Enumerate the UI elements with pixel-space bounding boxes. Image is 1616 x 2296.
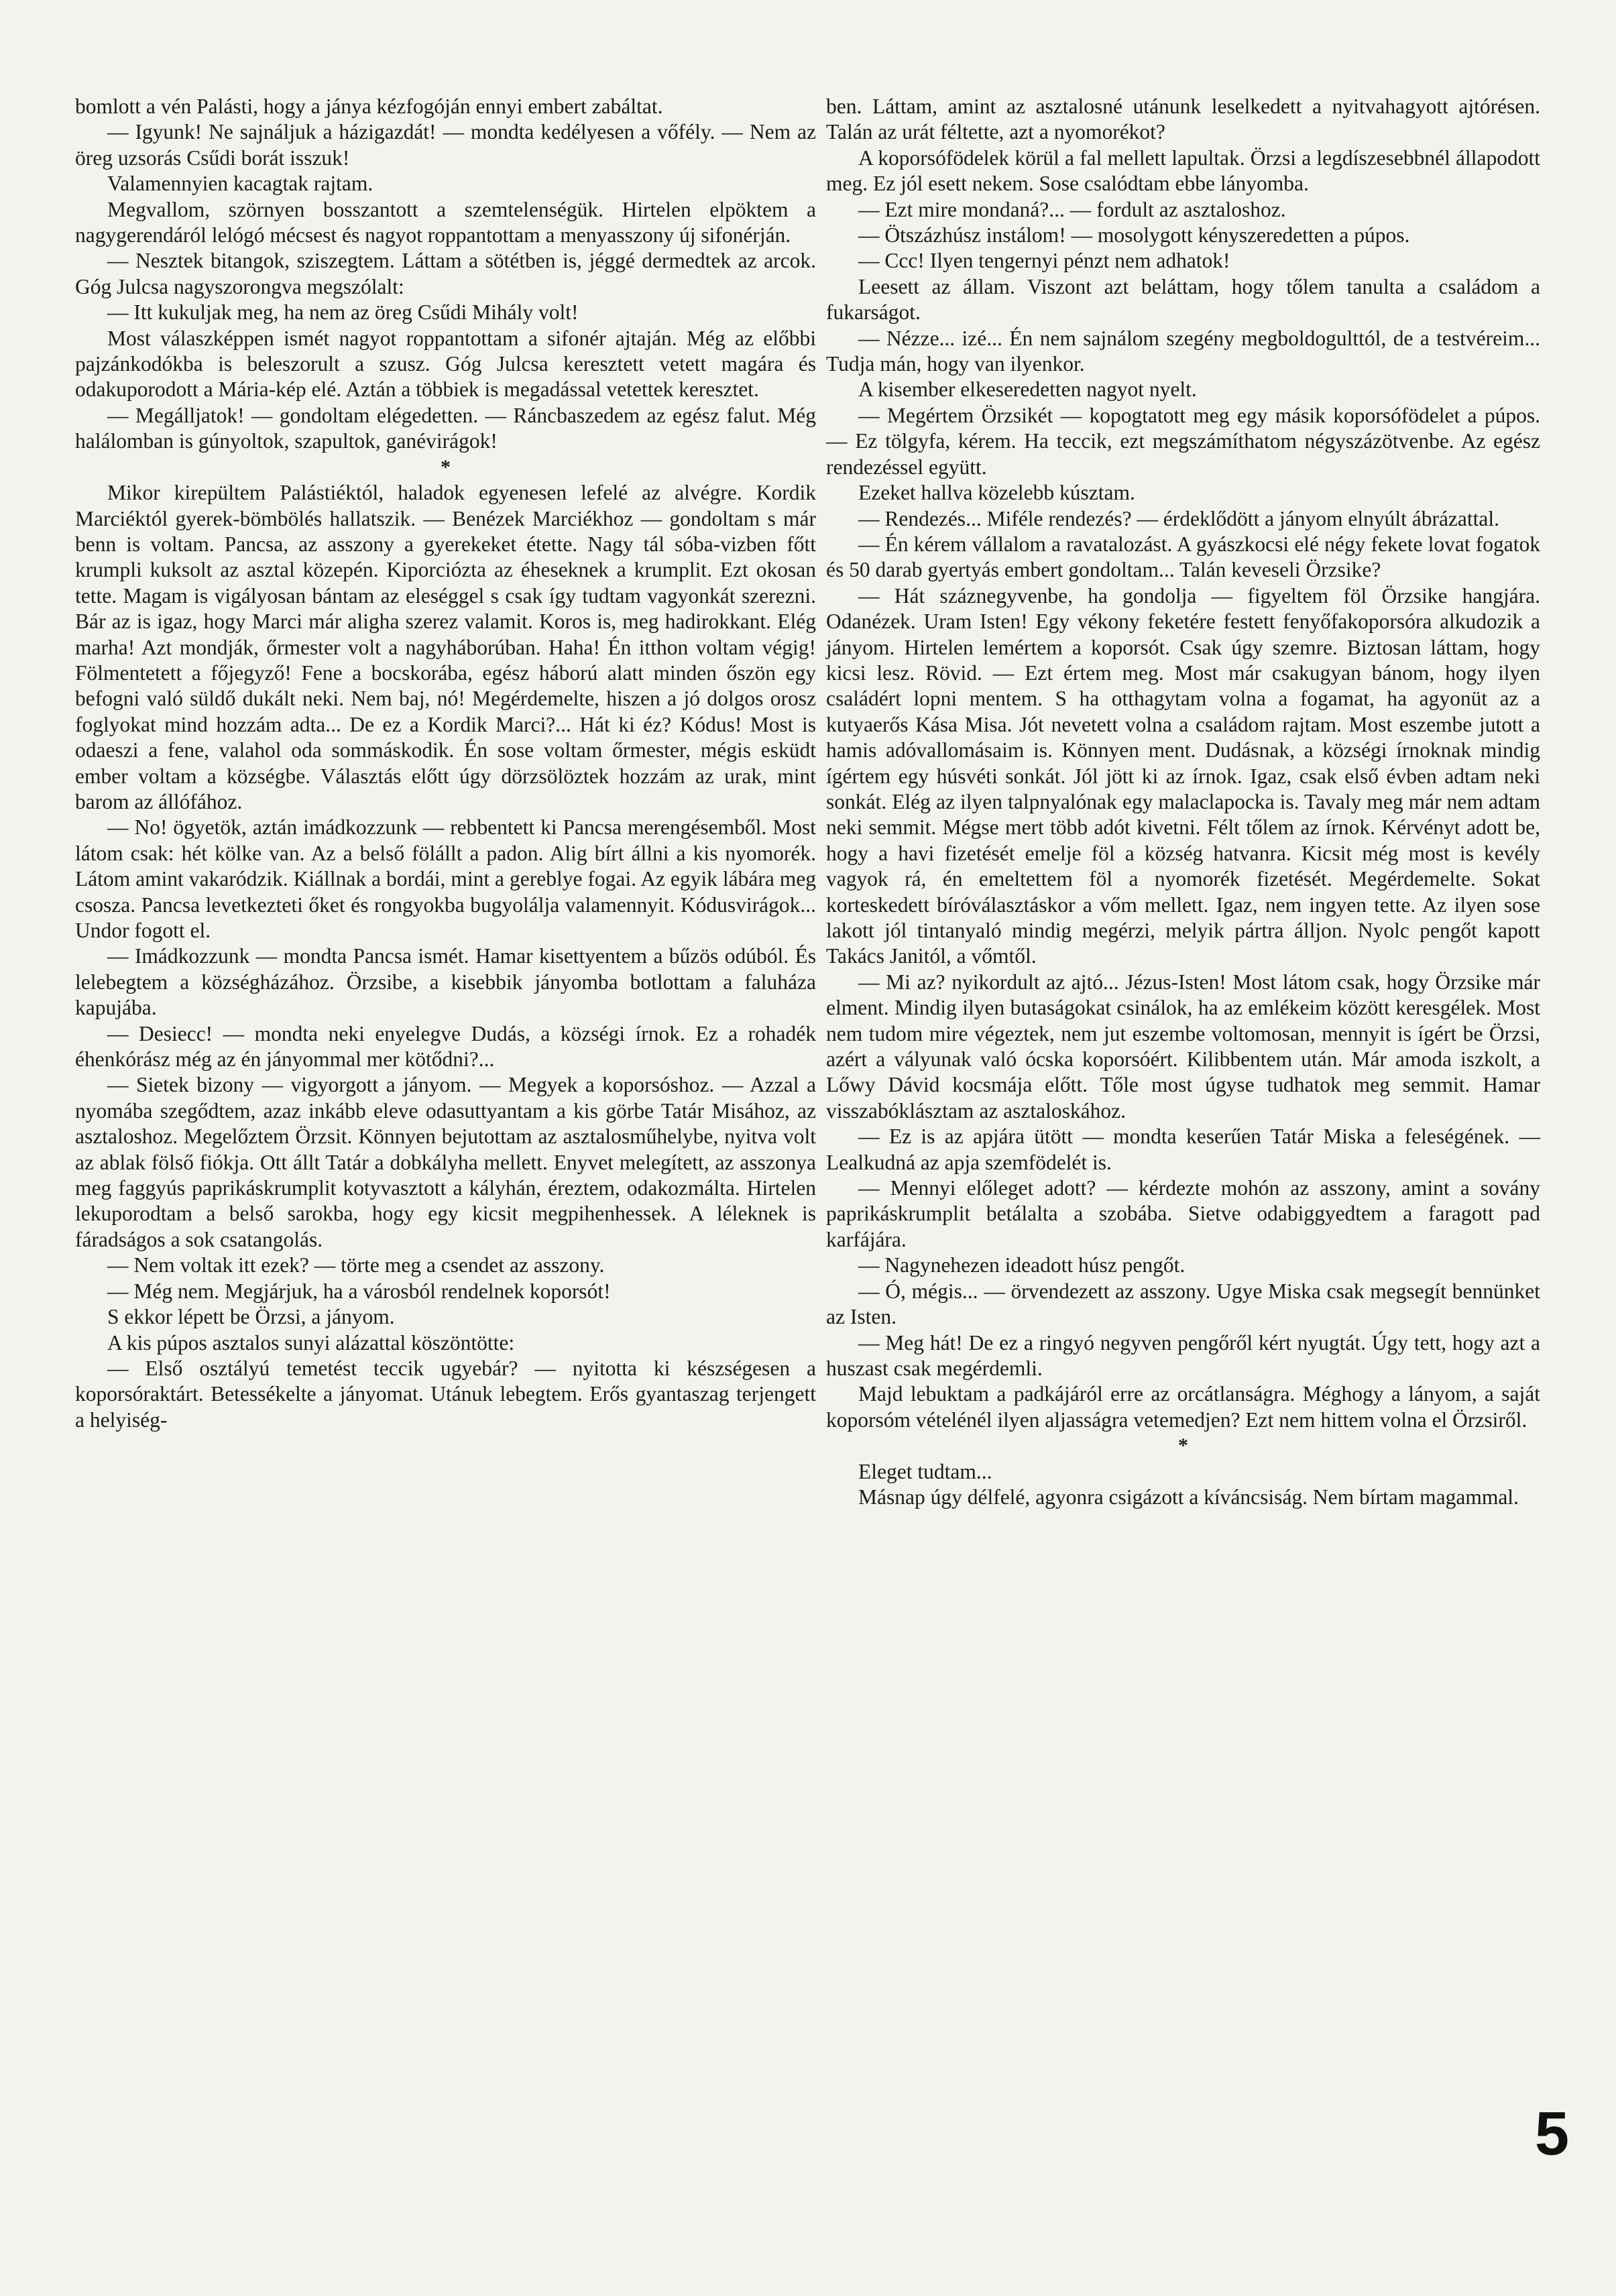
- paragraph: Másnap úgy délfelé, agyonra csigázott a kíváncsiság. Nem bírtam magammal.: [858, 1485, 1519, 1509]
- paragraph: — Nesztek bitangok, sziszegtem. Láttam a sötétben is, jéggé dermedtek az arcok. Góg Julcsa nagyszorongva megszólalt:: [75, 249, 816, 298]
- paragraph: — Mennyi előleget adott? — kérdezte mohón az asszony, amint a sovány paprikáskrumplit betálalta a szobába. Sietve odabiggyedtem a faragott pad karfájára.: [826, 1176, 1540, 1251]
- paragraph: — Sietek bizony — vigyorgott a jányom. — Megyek a koporsóshoz. — Azzal a nyomába szegődtem, azaz inkább eleve odasuttyantam a kis görbe Tatár Misához, az asztaloshoz. Megelőztem Örzsit. Könnyen bejutottam az asztalosműhelybe, nyitva volt az ablak fölső fiókja. Ott állt Tatár a dobkályha mellett. Enyvet melegített, az asszonya meg faggyús paprikáskrumplit kotyvasztott a kályhán, éreztem, odakozmálta. Hirtelen lekuporodtam a belső sarokba, hogy egy kicsit megpihenhessek. A léleknek is fáradságos a sok csatangolás.: [75, 1073, 816, 1251]
- paragraph: A koporsófödelek körül a fal mellett lapultak. Örzsi a legdíszesebbnél állapodott meg. Ez jól esett nekem. Sose csalódtam ebbe lányomba.: [826, 146, 1540, 196]
- paragraph: Megvallom, szörnyen bosszantott a szemtelenségük. Hirtelen elpöktem a nagygerendáról lelógó mécsest és nagyot roppantottam a menyasszony új sifonérján.: [75, 197, 816, 247]
- paragraph: — Nem voltak itt ezek? — törte meg a csendet az asszony.: [107, 1253, 605, 1277]
- paragraph: Eleget tudtam...: [858, 1459, 992, 1483]
- paragraph: — Rendezés... Miféle rendezés? — érdeklődött a jányom elnyúlt ábrázattal.: [858, 506, 1499, 530]
- paragraph: Most válaszképpen ismét nagyot roppantottam a sifonér ajtaján. Még az előbbi pajzánkodókba is beleszorult a szusz. Góg Julcsa keresztett vetett magára és odakuporodott a Mária-kép elé. Aztán a többiek is megadással vetettek keresztet.: [75, 326, 816, 402]
- paragraph: Majd lebuktam a padkájáról erre az orcátlanságra. Méghogy a lányom, a saját koporsóm vételénél ilyen aljasságra vetemedjen? Ezt nem hittem volna el Örzsiről.: [826, 1382, 1540, 1432]
- paragraph: Valamennyien kacagtak rajtam.: [107, 172, 373, 196]
- paragraph: Leesett az állam. Viszont azt beláttam, hogy tőlem tanulta a családom a fukarságot.: [826, 274, 1540, 325]
- paragraph: — Ó, mégis... — örvendezett az asszony. Ugye Miska csak megsegít bennünket az Isten.: [826, 1279, 1540, 1329]
- paragraph: — Nagynehezen ideadott húsz pengőt.: [858, 1253, 1186, 1277]
- paragraph: — Itt kukuljak meg, ha nem az öreg Csűdi Mihály volt!: [107, 300, 579, 325]
- section-separator: *: [441, 455, 451, 478]
- section-separator: *: [1178, 1434, 1188, 1457]
- paragraph: S ekkor lépett be Örzsi, a jányom.: [107, 1305, 395, 1329]
- paragraph: — Ezt mire mondaná?... — fordult az asztaloshoz.: [858, 197, 1286, 221]
- paragraph: — Igyunk! Ne sajnáljuk a házigazdát! — mondta kedélyesen a vőfély. — Nem az öreg uzsorás Csűdi borát isszuk!: [75, 120, 816, 170]
- paragraph: — Ötszázhúsz instálom! — mosolygott kényszeredetten a púpos.: [858, 223, 1410, 247]
- paragraph: A kis púpos asztalos sunyi alázattal köszöntötte:: [107, 1330, 515, 1355]
- paragraph: — Hát száznegyvenbe, ha gondolja — figyeltem föl Örzsike hangjára. Odanézek. Uram Isten! Egy vékony feketére festett fenyőfakoporsóra alkudozik a jányom. Hirtelen lemértem a koporsót. Csak úgy szemre. Biztosan láttam, hogy kicsi lesz. Rövid. — Ezt értem meg. Most már csakugyan bánom, hogy ilyen családért lopni mentem. S ha otthagytam volna a fogamat, ha agyonüt az a kutyaerős Kása Misa. Jót nevetett volna a családom rajtam. Most eszembe jutott a hamis adóvallomásaim is. Könnyen ment. Dudásnak, a községi írnoknak mindig ígértem egy húsvéti sonkát. Jól jött ki az írnok. Igaz, csak első évben adtam neki sonkát. Elég az ilyen talpnyalónak egy malaclapocka is. Tavaly meg már nem adtam neki semmit. Mégse mert több adót kivetni. Félt tőlem az írnok. Kérvényt adott be, hogy a havi fizetését emelje föl a község hatvanra. Kicsit még most is kevély vagyok rá, én emeltettem föl a nyomorék fizetését. Megérdemelte. Sokat korteskedett bíróválasztáskor a vőm mellett. Igaz, nem ingyen tette. Az ilyen sose lakott jól tintanyaló mindig megérzi, melyik pártra álljon. Nyolc pengőt kapott Takács Janitól, a vőmtől.: [826, 583, 1540, 968]
- paragraph: — Első osztályú temetést teccik ugyebár? — nyitotta ki készségesen a koporsóraktárt. Betessékelte a jányomat. Utánuk lebegtem. Erős gyantaszag terjengett a helyiség-: [75, 1356, 816, 1432]
- paragraph: bomlott a vén Palásti, hogy a jánya kézfogóján ennyi embert zabáltat.: [75, 95, 663, 118]
- paragraph: — Imádkozzunk — mondta Pancsa ismét. Hamar kisettyentem a bűzös odúból. És lelebegtem a községházához. Örzsibe, a kisebbik jányomba botlottam a faluháza kapujába.: [75, 944, 816, 1020]
- paragraph: ben. Láttam, amint az asztalosné utánunk leselkedett a nyitvahagyott ajtórésen. Talán az urát féltette, azt a nyomorékot?: [826, 95, 1540, 144]
- paragraph: Mikor kirepültem Palástiéktól, haladok egyenesen lefelé az alvégre. Kordik Marciéktól gyerek-bömbölés hallatszik. — Benézek Marciékhoz — gondoltam s már benn is voltam. Pancsa, az asszony a gyerekeket étette. Nagy tál sóba-vizben főtt krumpli kuksolt az asztal közepén. Kiporciózta az éheseknek a krumplit. Ezt okosan tette. Magam is vigályosan bántam az eleséggel s csak így tudtam vagyonkát szerezni. Bár az is igaz, hogy Marci már aligha szerez valamit. Koros is, meg hadirokkant. Elég marha! Azt mondják, őrmester volt a nagyháborúban. Haha! Én itthon voltam végig! Fölmentetett a főjegyző! Fene a bocskorába, egész háború alatt minden őszön egy befogni való süldő dukált neki. Nem baj, nó! Megérdemelte, hiszen a jó dolgos orosz foglyokat mind hozzám adta... De ez a Kordik Marci?... Hát ki éz? Kódus! Most is odaeszi a fene, valahol oda sommáskodik. Én sose voltam őrmester, mégis esküdt ember voltam a községbe. Választás előtt úgy dörzsölöztek hozzám az urak, mint barom az állófához.: [75, 481, 816, 813]
- paragraph: — Ccc! Ilyen tengernyi pénzt nem adhatok!: [858, 249, 1230, 273]
- right-text-column: [826, 94, 1540, 1510]
- paragraph: — No! ögyetök, aztán imádkozzunk — rebbentett ki Pancsa merengésemből. Most látom csak: hét kölke van. Az a belső fölállt a padon. Alig bírt állni a kis nyomorék. Látom amint vakaródzik. Kiállnak a bordái, mint a gereblye fogai. Az egyik lábára meg csosza. Pancsa levetkezteti őket és rongyokba bugyolálja valamennyit. Kódusvirágok... Undor fogott el.: [75, 815, 816, 942]
- paragraph: — Megálljatok! — gondoltam elégedetten. — Ráncbaszedem az egész falut. Még halálomban is gúnyoltok, szapultok, ganévirágok!: [75, 403, 816, 453]
- paragraph: — Nézze... izé... Én nem sajnálom szegény megboldogulttól, de a testvéreim... Tudja mán, hogy van ilyenkor.: [826, 326, 1540, 376]
- paragraph: — Ez is az apjára ütött — mondta keserűen Tatár Miska a feleségének. — Lealkudná az apja szemfödelét is.: [826, 1125, 1540, 1174]
- paragraph: — Én kérem vállalom a ravatalozást. A gyászkocsi elé négy fekete lovat fogatok és 50 darab gyertyás embert gondoltam... Talán keveseli Örzsike?: [826, 532, 1540, 582]
- paragraph: — Mi az? nyikordult az ajtó... Jézus-Isten! Most látom csak, hogy Örzsike már elment. Mindig ilyen butaságokat csinálok, ha az emlékeim között keresgélek. Most nem tudom mire végeztek, nem jut eszembe voltomosan, mennyit is ígért be Örzsi, azért a vályunak való ócska koporsóért. Kilibbentem után. Már amoda iszkolt, a Lőwy Dávid kocsmája előtt. Tőle most úgyse tudhatok meg semmit. Hamar visszabóklásztam az asztaloskához.: [826, 970, 1540, 1123]
- paragraph: — Meg hát! De ez a ringyó negyven pengőről kért nyugtát. Úgy tett, hogy azt a huszast csak megérdemli.: [826, 1330, 1540, 1380]
- paragraph: — Megértem Örzsikét — kopogtatott meg egy másik koporsófödelet a púpos. — Ez tölgyfa, kérem. Ha teccik, ezt megszámíthatom négyszázötvenbe. Az egész rendezéssel együtt.: [826, 403, 1540, 479]
- paragraph: — Desiecc! — mondta neki enyelegve Dudás, a községi írnok. Ez a rohadék éhenkórász még az én jányommal mer kötődni?...: [75, 1021, 816, 1072]
- page-number: 5: [1534, 2100, 1569, 2168]
- paragraph: — Még nem. Megjárjuk, ha a városból rendelnek koporsót!: [107, 1279, 611, 1303]
- paragraph: Ezeket hallva közelebb kúsztam.: [858, 481, 1135, 505]
- paragraph: A kisember elkeseredetten nagyot nyelt.: [858, 378, 1197, 402]
- left-text-column: [75, 94, 816, 1433]
